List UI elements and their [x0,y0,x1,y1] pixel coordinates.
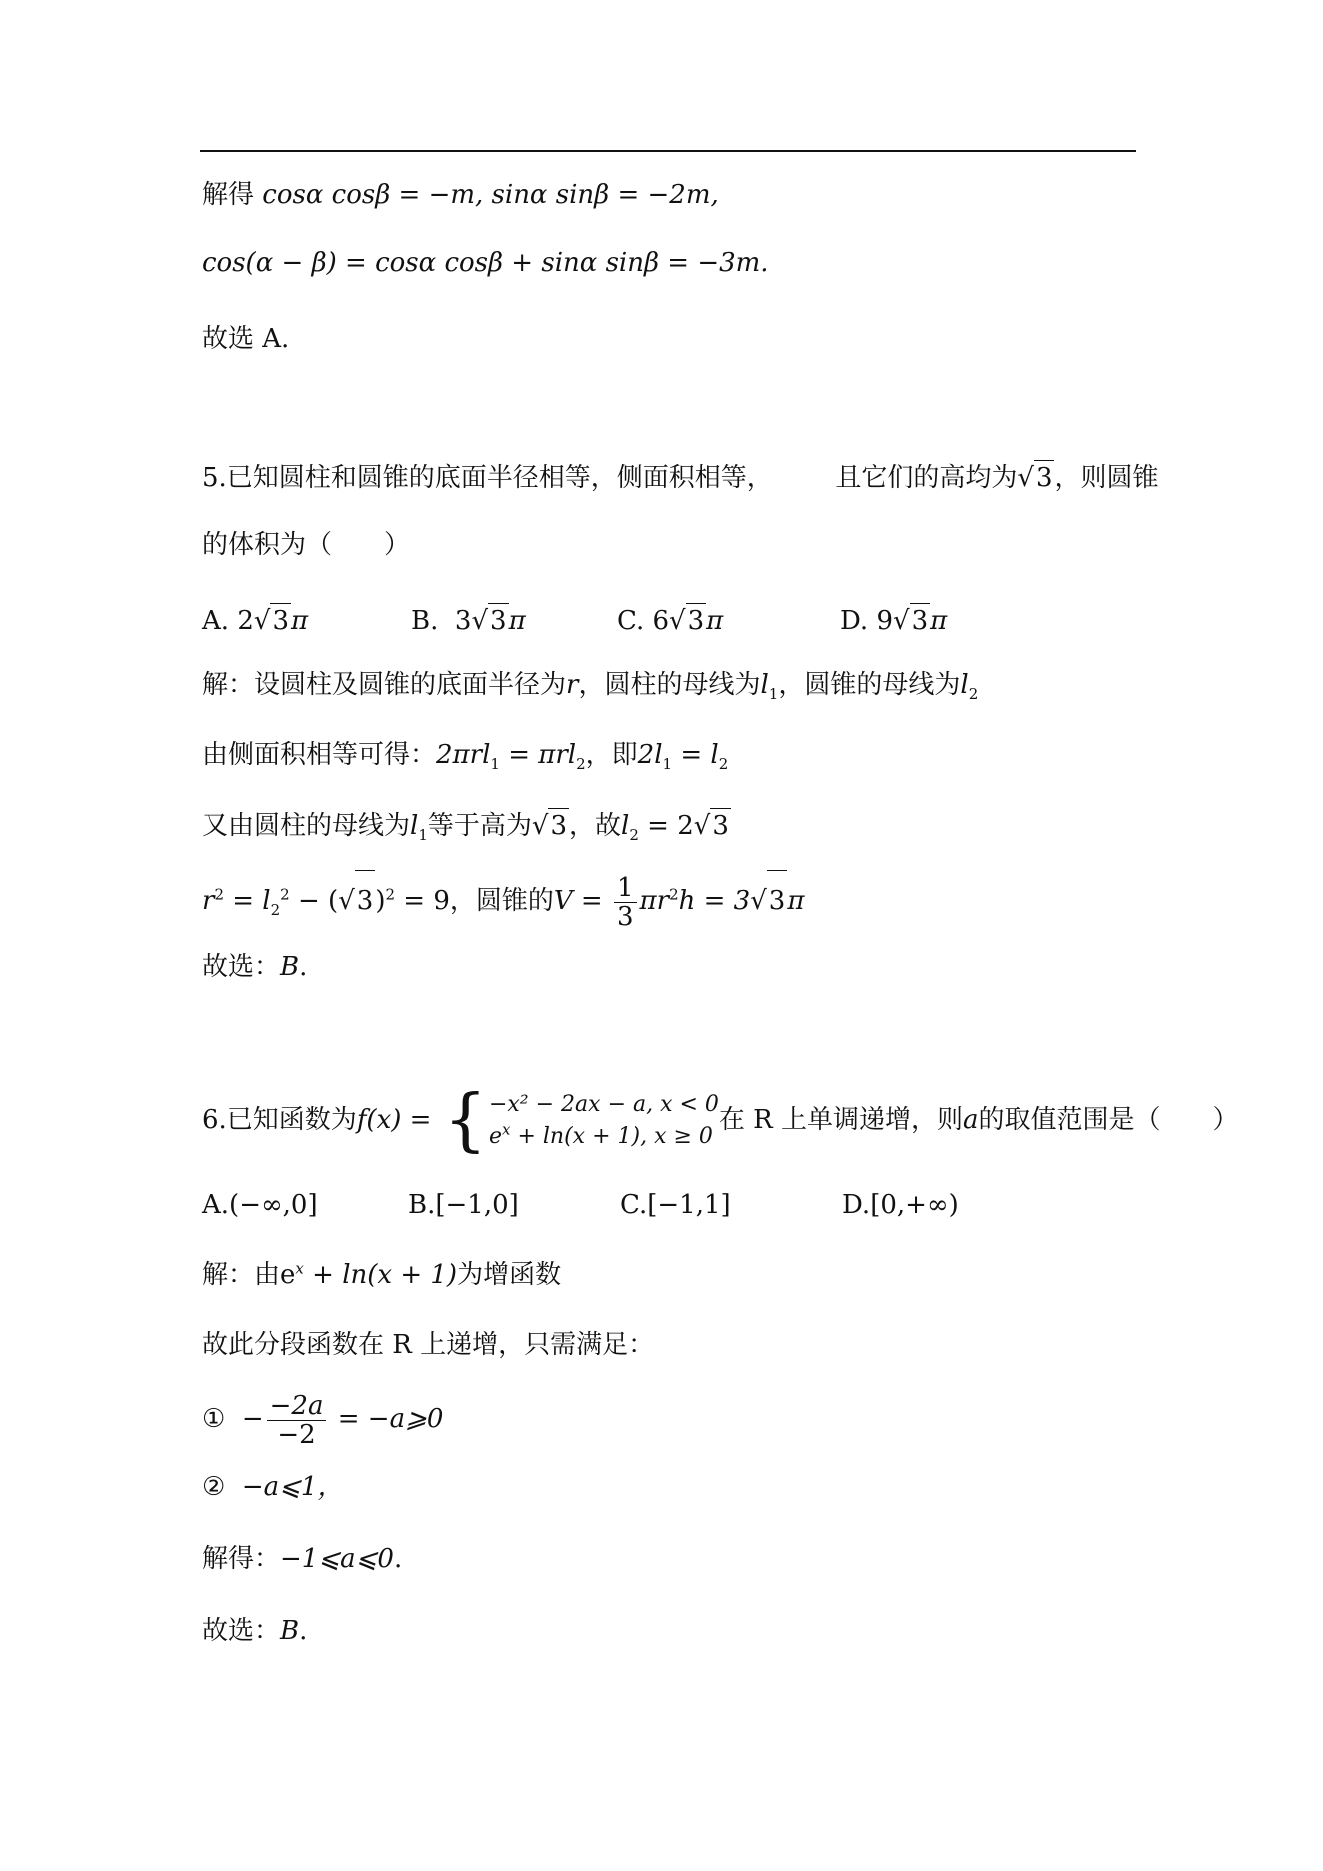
q5-stem-sqrt: √3 [1017,460,1054,495]
q5-solution-line-4: $r^2 = l_2^2 - (√3)^2 = 9$，圆锥的V = $\frac{1}{3}$ $\pi r^2h = 3√3\pi$ [202,870,804,931]
q6-option-c: C.[−1,1] [620,1190,731,1220]
q6-solution-line-2: 故此分段函数在 R 上递增，只需满足： [202,1330,655,1360]
q5-solution-line-3: 又由圆柱的母线为$l_1$等于高为√3，故$l_2 = 2√3$ [202,808,731,843]
q6-result: 解得：−1⩽a⩽0. [202,1544,403,1574]
q5-stem-a: 5.已知圆柱和圆锥的底面半径相等，侧面积相等， [202,463,773,493]
q5-stem-line-1 [202,460,1159,495]
prev-line-2 [202,246,769,280]
q5-option-a: A. 2√3π [202,603,308,638]
q6-condition-2: ② −a⩽1， [202,1472,344,1502]
q5-option-b: B. 3√3π [411,603,526,638]
q5-stem-b: 且它们的高均为 [835,463,1018,493]
q6-option-a: A.(−∞,0] [202,1190,318,1220]
q6-fraction: $\frac{-2a}{-2}$ [267,1392,327,1449]
header-rule [200,150,1136,152]
prev-line-1 [202,178,719,212]
prev-answer: 故选 A. [202,324,290,354]
q6-condition-1: ① − $\frac{-2a}{-2}$ = −a⩾0 [202,1390,444,1450]
q6-option-d: D.[0,+∞) [842,1190,959,1220]
q5-fraction: $\frac{1}{3}$ [614,874,637,931]
q6-solution-line-1: 解：由$e^x + \ln(x + 1)$为增函数 [202,1259,562,1290]
piecewise-function: { −x² − 2ax − a, x < 0 $e^x + \ln(x + 1)$, x ≥ 0 [443,1081,719,1160]
q5-stem-line-2: 的体积为（ ） [202,530,411,560]
q5-option-c: C. 6√3π [617,603,723,638]
q5-stem-d: ，则圆锥 [1054,463,1159,493]
q6-option-b: B.[−1,0] [408,1190,519,1220]
prev-expr-2: cos(α − β) = cosα cosβ + sinα sinβ = −3m. [202,248,769,278]
prev-expr-1: cosα cosβ = −m, sinα sinβ = −2m, [262,180,719,210]
prev-prefix: 解得 [202,180,255,210]
q5-solution-line-2: 由侧面积相等可得：2πrl$_1$ = πrl$_2$，即$2l_1 = l_2$ [202,740,729,774]
q6-answer: 故选：B. [202,1616,308,1646]
q5-option-d: D. 9√3π [840,603,947,638]
q6-stem: 6.已知函数为f(x) = { −x² − 2ax − a, x < 0 $e^x + \ln(x + 1)$, x ≥ 0 在 R 上单调递增，则a的取值范围是（ ） [202,1081,1239,1160]
q5-answer: 故选：B. [202,952,308,982]
q5-solution-line-1: 解：设圆柱及圆锥的底面半径为r，圆柱的母线为$l_1$，圆锥的母线为$l_2$ [202,670,979,704]
